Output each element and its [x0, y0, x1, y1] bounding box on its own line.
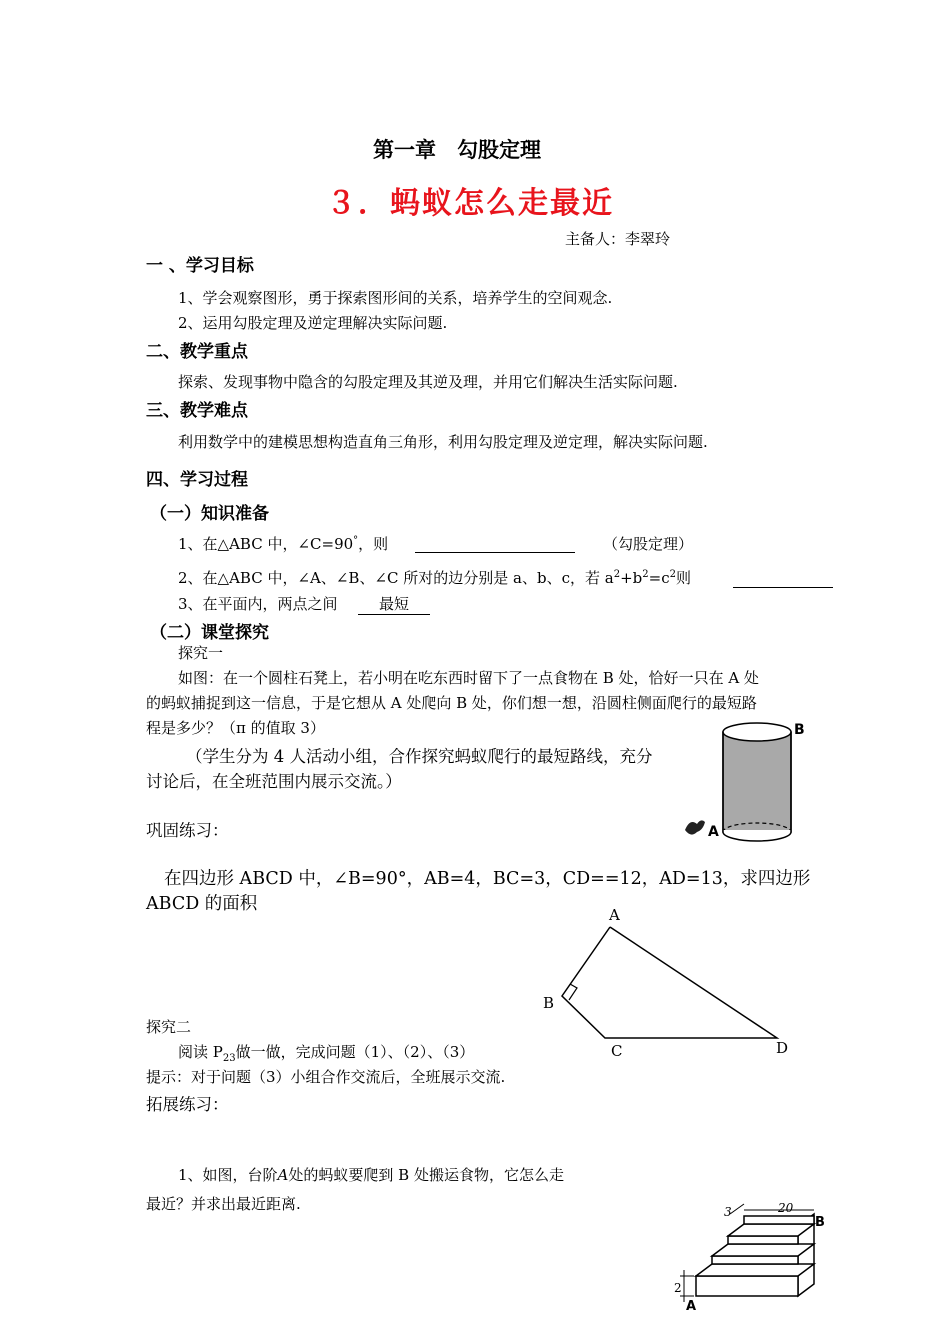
difficulties-text: 利用数学中的建模思想构造直角三角形，利用勾股定理及逆定理，解决实际问题.	[178, 433, 708, 451]
lesson-title: ３．蚂蚁怎么走最近	[326, 186, 614, 221]
prep-item-3: 3、在平面内，两点之间	[178, 595, 338, 613]
prep-item-2: 2、在△ABC 中，∠A、∠B、∠C 所对的边分别是 a、b、c，若 $a^2+b^2=c^2$则	[178, 569, 691, 587]
section-heading-key-points: 二、教学重点	[146, 342, 248, 362]
stairs-dim-height: 2	[674, 1281, 682, 1295]
quadrilateral-figure	[530, 900, 800, 1065]
quad-label-D: D	[776, 1039, 789, 1057]
stairs-label-A: A	[686, 1299, 697, 1313]
practice-heading: 巩固练习：	[146, 821, 229, 840]
right-angle-mark	[569, 984, 577, 1000]
prep-item-1: 1、在△ABC 中，∠C=90°，则	[178, 535, 389, 553]
objective-2: 2、运用勾股定理及逆定理解决实际问题.	[178, 314, 448, 332]
explore-1-line-4: （学生分为 4 人活动小组，合作探究蚂蚁爬行的最短路线，充分	[186, 747, 653, 766]
answer-blank-3[interactable]: 最短	[358, 593, 430, 615]
subsection-classroom-explore: （二）课堂探究	[150, 623, 269, 643]
stairs-dim-top: 20	[778, 1201, 794, 1215]
explore-2-label: 探究二	[146, 1018, 192, 1036]
ant-icon	[685, 820, 705, 834]
section-heading-objectives: 一 、学习目标	[146, 256, 254, 276]
extend-line-2: 最近？并求出最近距离.	[146, 1195, 301, 1213]
explore-1-label: 探究一	[178, 644, 224, 662]
explore-1-line-2: 的蚂蚁捕捉到这一信息，于是它想从 A 处爬向 B 处，你们想一想，沿圆柱侧面爬行的最短路	[146, 694, 757, 712]
chapter-title: 第一章 勾股定理	[373, 138, 541, 162]
quad-label-A: A	[609, 906, 620, 924]
stairs-figure	[666, 1198, 836, 1313]
explore-1-line-5: 讨论后，在全班范围内展示交流。）	[146, 772, 402, 791]
cylinder-label-B: B	[794, 722, 805, 738]
section-heading-difficulties: 三、教学难点	[146, 401, 248, 421]
cylinder-top	[723, 723, 791, 741]
explore-1-line-1: 如图：在一个圆柱石凳上，若小明在吃东西时留下了一点食物在 B 处，恰好一只在 A 处	[178, 669, 759, 687]
answer-blank-1[interactable]	[415, 552, 575, 553]
explore-2-line-1: 阅读 $P_{23}$做一做，完成问题（1）、（2）、（3）	[178, 1043, 475, 1064]
explore-1-line-3: 程是多少？（π 的值取 3）	[146, 719, 325, 737]
key-points-text: 探索、发现事物中隐含的勾股定理及其逆及理，并用它们解决生活实际问题.	[178, 373, 678, 391]
practice-line-1: 在四边形 ABCD 中，∠B=90°，AB=4，BC=3，CD==12，AD=13，求四边形	[164, 869, 811, 889]
preparer: 主备人：李翠玲	[565, 230, 671, 248]
answer-blank-2[interactable]	[733, 587, 833, 588]
subsection-knowledge-prep: （一）知识准备	[150, 504, 269, 524]
cylinder-figure	[670, 712, 820, 852]
cylinder-label-A: A	[708, 824, 719, 840]
stairs-dim-depth: 3	[724, 1205, 732, 1219]
cylinder-body	[723, 732, 791, 832]
section-heading-process: 四、学习过程	[146, 470, 248, 490]
explore-2-line-2: 提示：对于问题（3）小组合作交流后，全班展示交流.	[146, 1068, 506, 1086]
stairs-label-B: B	[815, 1215, 825, 1230]
quad-label-C: C	[611, 1042, 623, 1060]
extend-heading: 拓展练习：	[146, 1095, 229, 1114]
practice-line-2: ABCD 的面积	[146, 894, 258, 914]
quad-label-B: B	[543, 994, 555, 1012]
extend-line-1: 1、如图，台阶A处的蚂蚁要爬到 B 处搬运食物，它怎么走	[178, 1166, 564, 1184]
objective-1: 1、学会观察图形，勇于探索图形间的关系，培养学生的空间观念.	[178, 289, 613, 307]
prep-item-1-note: （勾股定理）	[603, 535, 694, 553]
